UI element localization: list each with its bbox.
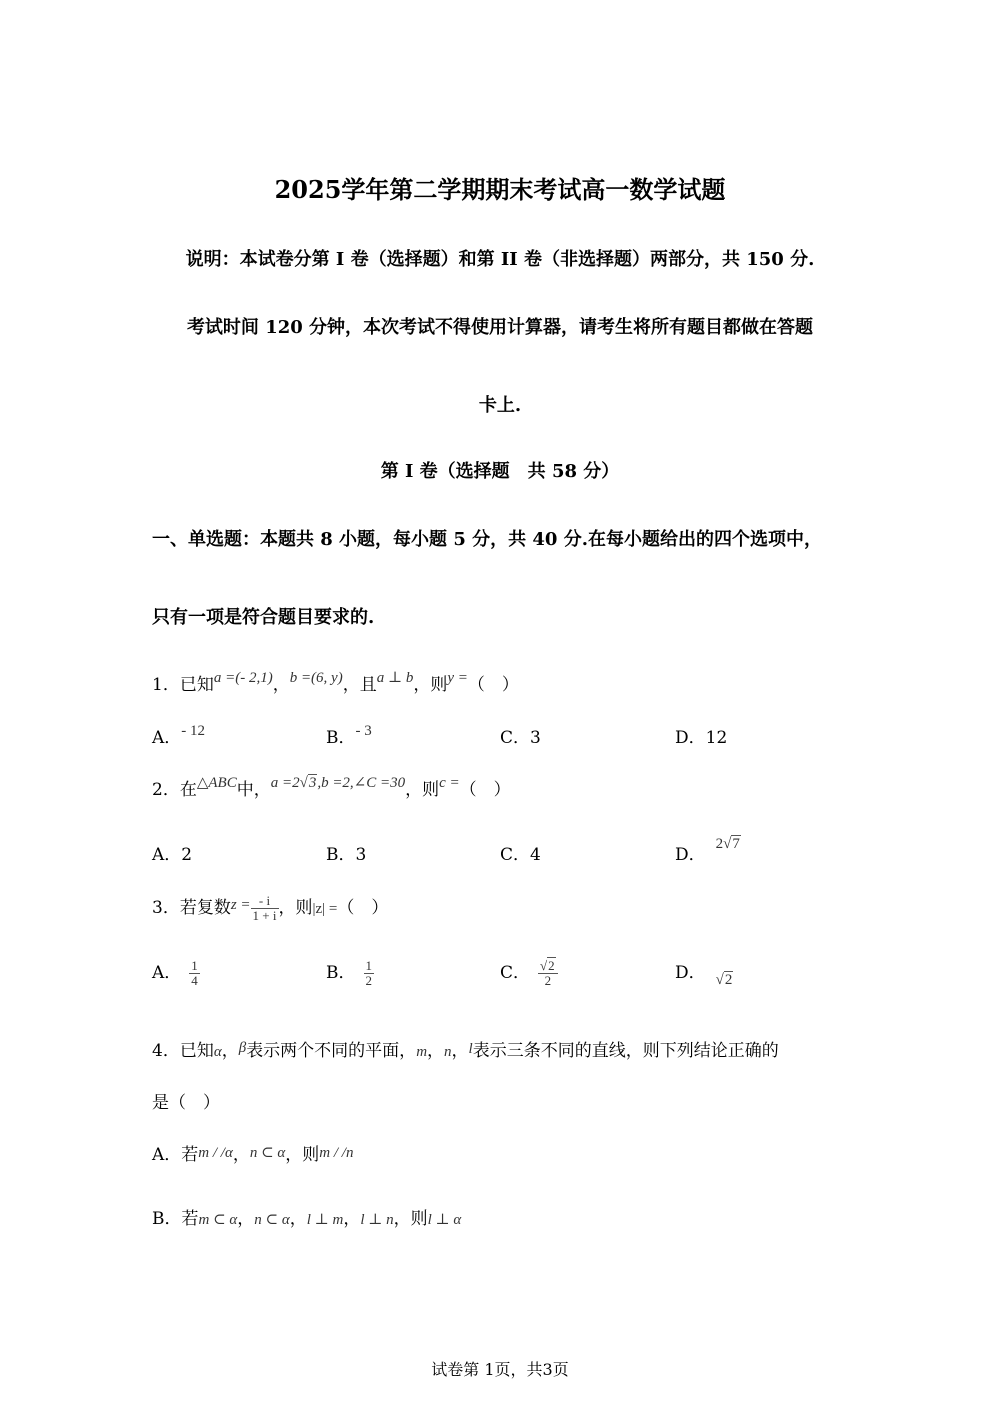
numerator-radicand: 2	[548, 957, 555, 973]
q2-given-a: a =2	[270, 775, 300, 791]
option-a[interactable]	[152, 723, 205, 748]
option-c[interactable]	[500, 958, 558, 988]
q4-text: 表示三条不同的直线，则下列结论正确的	[472, 1041, 779, 1061]
option-a[interactable]	[152, 840, 192, 865]
option-c[interactable]	[500, 840, 541, 865]
option-label: A．若	[152, 1145, 199, 1165]
q1-unknown: y =	[447, 670, 468, 686]
option-radicand: 7	[732, 836, 740, 852]
fraction-denominator: 2	[365, 973, 372, 988]
option-math: m ⊂ α	[198, 1212, 238, 1228]
option-math: l ⊥ n	[360, 1212, 394, 1228]
fraction-denominator: 4	[191, 973, 198, 988]
question-4: 4．已知α，β表示两个不同的平面，m，n，l表示三条不同的直线，则下列结论正确的	[152, 1040, 779, 1061]
fraction-numerator: 1	[365, 957, 372, 973]
exam-title: 2025学年第二学期期末考试高一数学试题	[274, 175, 726, 204]
option-fraction	[189, 959, 200, 989]
option-label: B．	[326, 845, 356, 865]
option-fraction	[538, 959, 558, 989]
option-label: C．	[500, 963, 531, 983]
question-2	[152, 775, 511, 800]
instructions-line-3: 卡上.	[478, 395, 522, 416]
option-label: B．若	[152, 1209, 199, 1229]
q2-blank: （ ）	[459, 780, 511, 800]
q2-given-radicand: 3	[308, 775, 317, 791]
section-title: 第 I 卷（选择题 共 58 分）	[380, 461, 620, 482]
option-math: n ⊂ α	[249, 1145, 286, 1161]
option-value: √2	[715, 972, 733, 988]
option-sep: ，则	[393, 1209, 428, 1229]
option-sep: ，	[237, 1209, 255, 1229]
q1-vector-a: a =(- 2,1)	[213, 670, 273, 686]
page-footer: 试卷第 1页，共3页	[431, 1360, 569, 1379]
q3-fraction	[251, 894, 279, 924]
q1-blank: （ ）	[467, 675, 519, 695]
option-label: A．	[152, 845, 182, 865]
option-sep: ，	[343, 1209, 361, 1229]
question-3	[152, 893, 388, 923]
option-label: B．	[326, 728, 356, 748]
option-sep: ，则	[285, 1145, 320, 1165]
q2-triangle: △ABC	[196, 775, 237, 791]
option-label: A．	[152, 728, 182, 748]
q1-perp-condition: a ⊥ b	[376, 670, 414, 686]
option-label: C．	[500, 728, 531, 748]
fraction-denominator: 2	[544, 973, 552, 988]
q4-prefix: 4．已知	[152, 1041, 214, 1061]
option-d[interactable]	[675, 958, 733, 988]
option-value: 2	[181, 845, 193, 865]
q2-given-rest: ,b =2,∠C =30	[317, 775, 406, 791]
q4-alpha: α	[213, 1044, 222, 1060]
q4-line-n: n	[444, 1044, 452, 1060]
fraction-numerator: - i	[251, 894, 279, 909]
option-value: - 3	[355, 723, 372, 739]
part1-heading-line-1: 一、单选题：本题共 8 小题，每小题 5 分，共 40 分.在每小题给出的四个选项中，	[152, 529, 822, 550]
option-math: n ⊂ α	[254, 1212, 290, 1228]
q4-text: 表示两个不同的平面，	[246, 1041, 417, 1061]
option-label: D．	[675, 845, 706, 865]
q1-prefix: 1．已知	[152, 675, 214, 695]
option-math: l ⊥ α	[427, 1212, 462, 1228]
option-coef: 2	[715, 836, 724, 852]
option-math: m / /α	[198, 1145, 233, 1161]
q2-unknown: c =	[439, 775, 460, 791]
option-label: A．	[152, 963, 182, 983]
option-d[interactable]	[675, 836, 741, 865]
q2-sep: 中，	[236, 780, 271, 800]
q4-sep: ，	[221, 1041, 239, 1061]
option-value: - 12	[181, 723, 206, 739]
question-4-option-b[interactable]	[152, 1204, 461, 1229]
q2-given-values: a =2√3,b =2,∠C =30	[270, 775, 406, 791]
fraction-denominator: 1 + i	[252, 908, 277, 923]
option-label: D．	[675, 728, 706, 748]
option-value: 12	[705, 728, 728, 748]
option-fraction	[364, 959, 375, 989]
q4-beta: β	[238, 1040, 247, 1056]
q3-modulus: |z| =	[312, 901, 338, 917]
option-d[interactable]	[675, 723, 727, 748]
question-4-option-a[interactable]	[152, 1140, 353, 1165]
q3-prefix: 3．若复数	[152, 898, 231, 918]
option-sep: ，	[289, 1209, 307, 1229]
q4-line-l: l	[468, 1041, 473, 1057]
option-b[interactable]	[326, 958, 374, 988]
q1-sep: ，	[272, 675, 290, 695]
option-a[interactable]	[152, 958, 200, 988]
q3-blank: （ ）	[337, 898, 389, 918]
instructions-line-1: 说明：本试卷分第 I 卷（选择题）和第 II 卷（非选择题）两部分，共 150 分.	[185, 249, 815, 270]
option-label: D．	[675, 963, 706, 983]
q2-prefix: 2．在	[152, 780, 197, 800]
option-value: 2√7	[715, 836, 740, 852]
option-label: C．	[500, 845, 531, 865]
option-c[interactable]	[500, 723, 541, 748]
q3-sep: ，则	[278, 898, 313, 918]
option-radicand: 2	[724, 972, 733, 988]
option-value: 4	[530, 845, 541, 865]
q1-sep: ，则	[413, 675, 448, 695]
part1-heading-line-2: 只有一项是符合题目要求的.	[152, 607, 375, 628]
question-1	[152, 670, 519, 695]
q2-sep: ，则	[405, 780, 440, 800]
q1-sep: ，且	[342, 675, 377, 695]
q4-line-m: m	[416, 1044, 428, 1060]
fraction-numerator: √2	[538, 959, 558, 974]
option-b[interactable]	[326, 723, 372, 748]
option-math: l ⊥ m	[306, 1212, 344, 1228]
q3-variable: z =	[230, 897, 251, 913]
option-sep: ，	[232, 1145, 250, 1165]
option-b[interactable]	[326, 840, 366, 865]
q1-vector-b: b =(6, y)	[289, 670, 343, 686]
option-value: 3	[355, 845, 367, 865]
instructions-line-2: 考试时间 120 分钟，本次考试不得使用计算器，请考生将所有题目都做在答题	[186, 317, 814, 338]
option-value: 3	[530, 728, 541, 748]
fraction-numerator: 1	[191, 957, 198, 973]
option-label: B．	[326, 963, 356, 983]
question-4-line-2: 是（ ）	[152, 1093, 220, 1113]
option-math: m / /n	[319, 1145, 354, 1161]
